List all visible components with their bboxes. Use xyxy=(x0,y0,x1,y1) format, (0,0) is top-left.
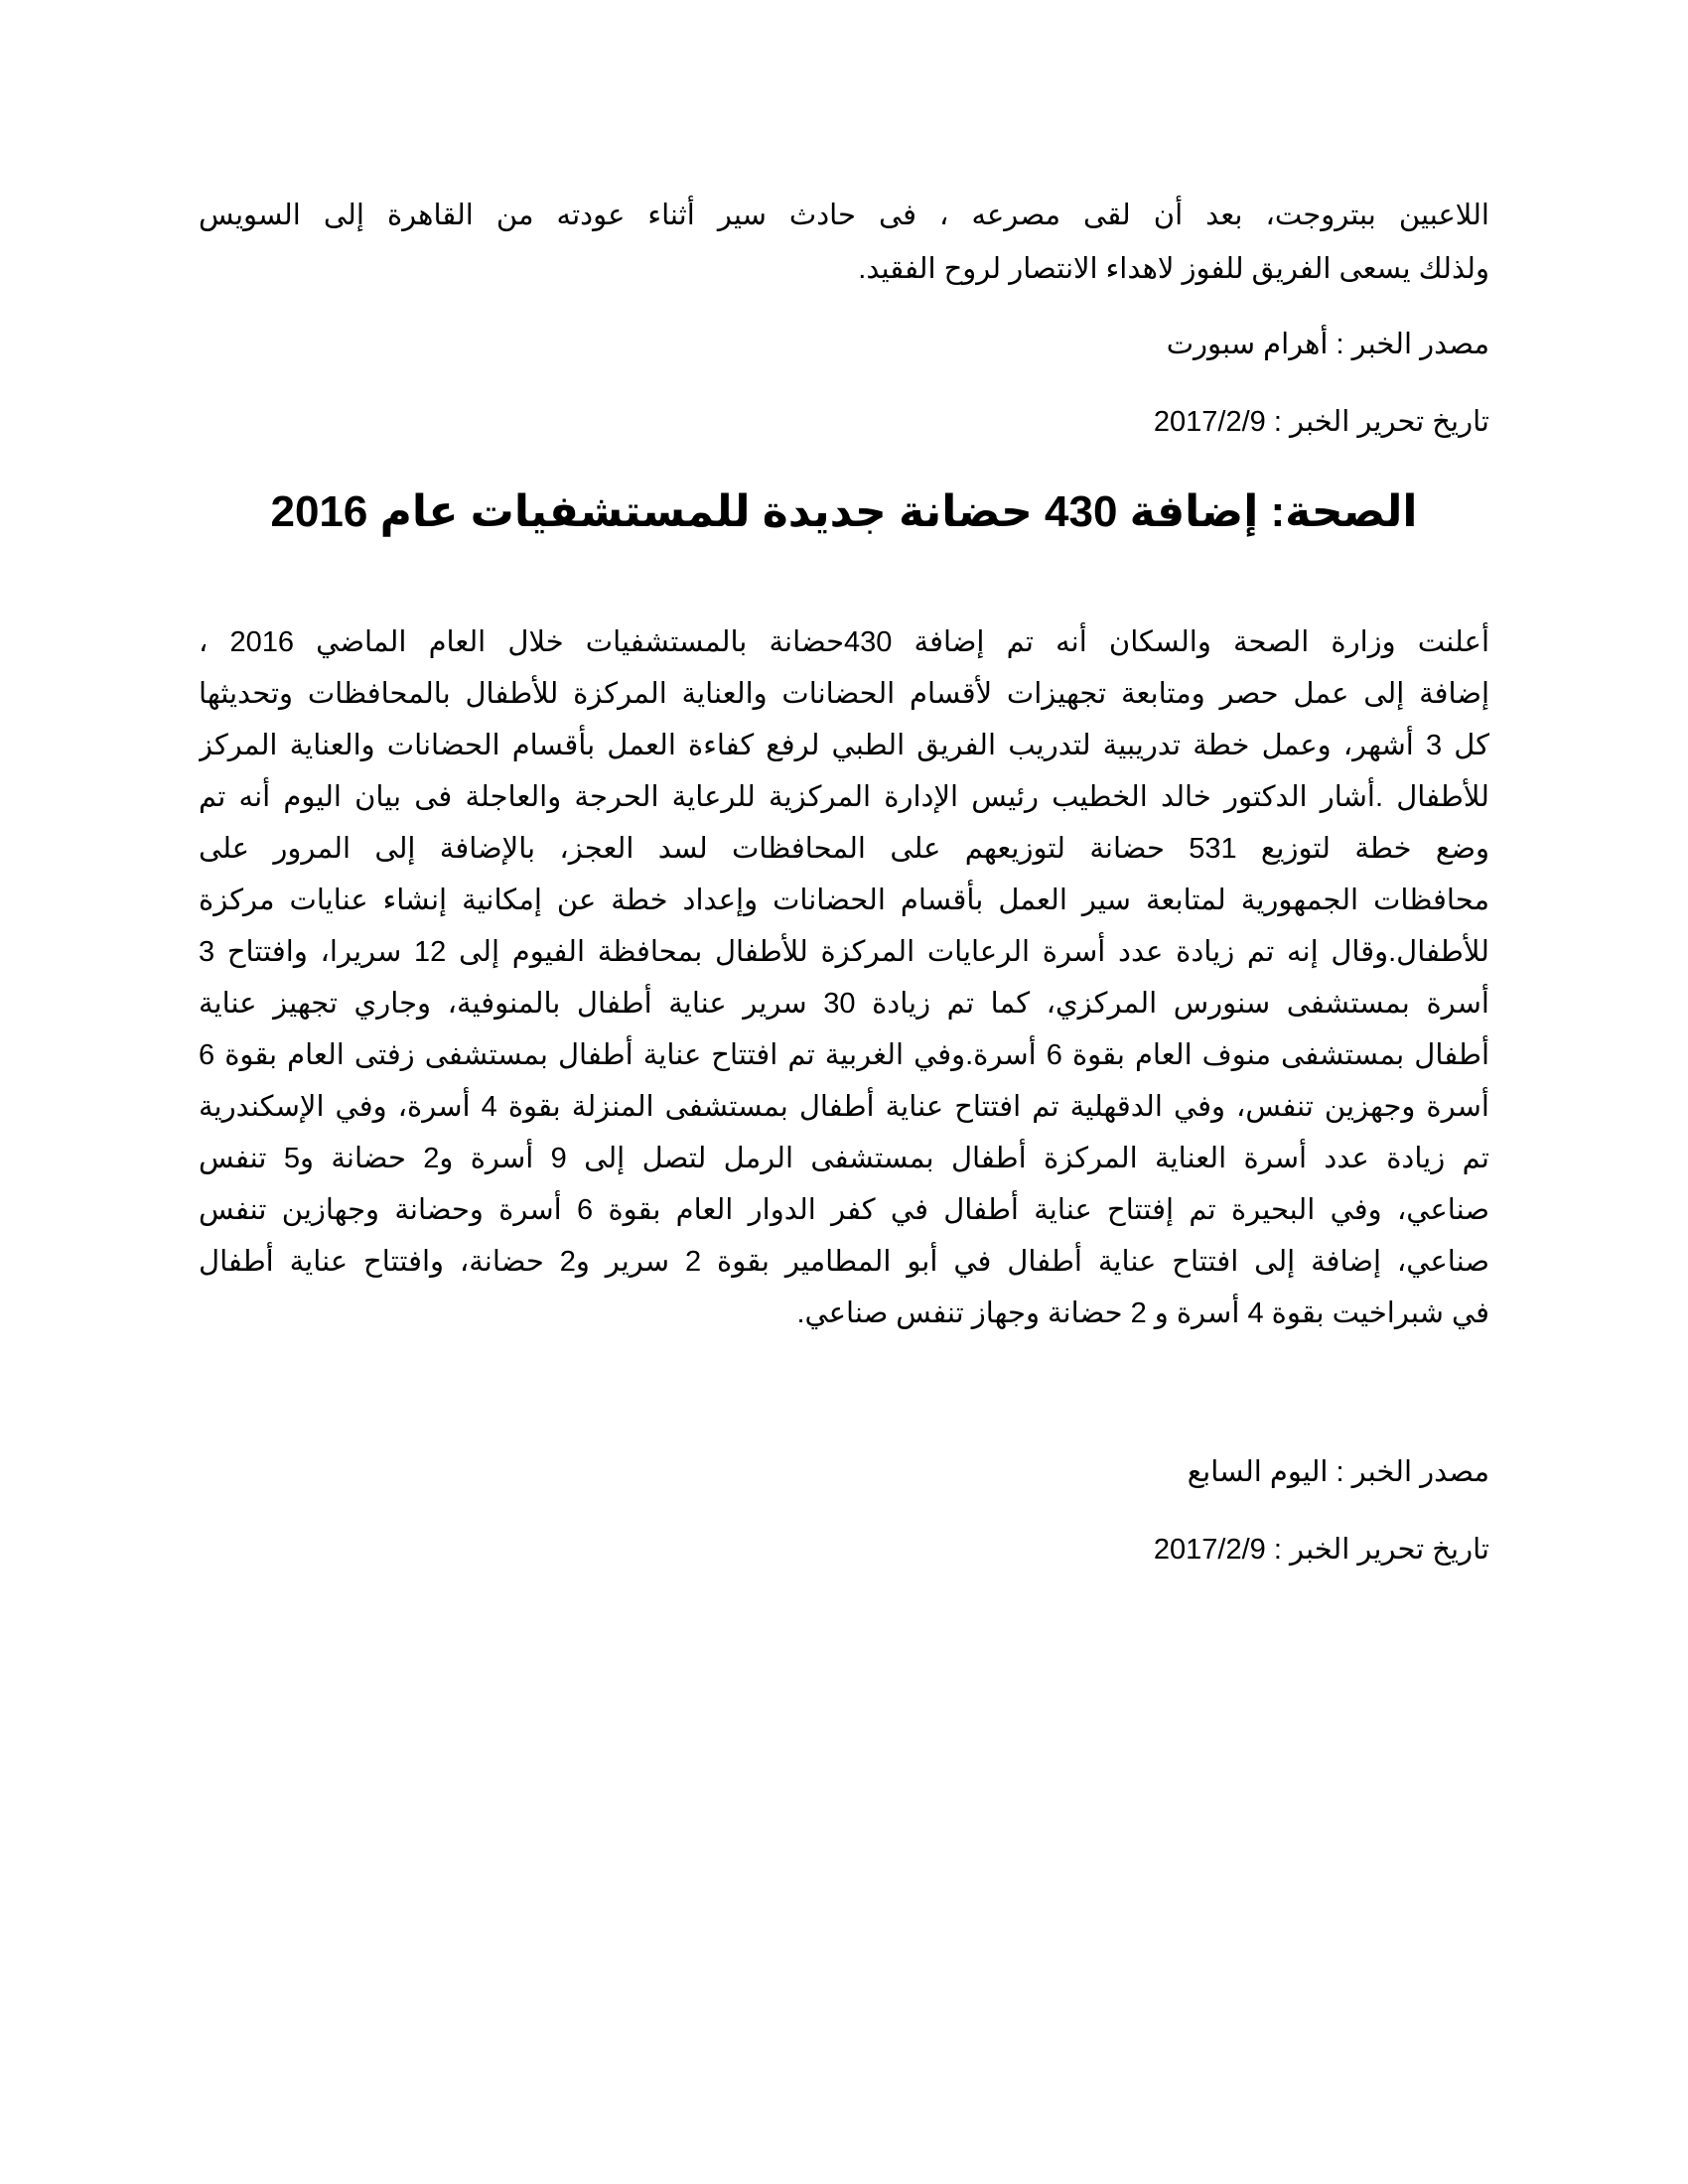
article-paragraph-line: للأطفال.وقال إنه تم زيادة عدد أسرة الرعايات المركزة للأطفال بمحافظة الفيوم إلى 12 سريرا، وافتتاح 3 xyxy=(199,936,1489,968)
article-headline: الصحة: إضافة 430 حضانة جديدة للمستشفيات عام 2016 xyxy=(270,487,1418,536)
article-paragraph-line: تم زيادة عدد أسرة العناية المركزة أطفال بمستشفى الرمل لتصل إلى 9 أسرة و2 حضانة و5 تنفس xyxy=(199,1143,1489,1174)
article-paragraph-line: أسرة وجهزين تنفس، وفي الدقهلية تم افتتاح عناية أطفال بمستشفى المنزلة بقوة 4 أسرة، وفي الإسكندرية xyxy=(199,1091,1489,1123)
article-paragraph-line: للأطفال .أشار الدكتور خالد الخطيب رئيس الإدارة المركزية للرعاية الحرجة والعاجلة فى بيان اليوم أنه تم xyxy=(199,781,1489,813)
article-paragraph-line: صناعي، إضافة إلى افتتاح عناية أطفال في أبو المطامير بقوة 2 سرير و2 حضانة، وافتتاح عناية أطفال xyxy=(199,1246,1489,1278)
article-paragraph-line: أطفال بمستشفى منوف العام بقوة 6 أسرة.وفي الغربية تم افتتاح عناية أطفال بمستشفى زفتى العام بقوة 6 xyxy=(199,1039,1489,1071)
article-paragraph-line: كل 3 أشهر، وعمل خطة تدريبية لتدريب الفريق الطبي لرفع كفاءة العمل بأقسام الحضانات والعناية المركز xyxy=(199,730,1489,761)
article-date: تاريخ تحرير الخبر : 2017/2/9 xyxy=(1153,1534,1489,1566)
article-paragraph-line: وضع خطة لتوزيع 531 حضانة لتوزيعهم على المحافظات لسد العجز، بالإضافة إلى المرور على xyxy=(199,833,1489,865)
intro-paragraph-line-2: ولذلك يسعى الفريق للفوز لاهداء الانتصار لروح الفقيد. xyxy=(858,253,1489,285)
intro-source: مصدر الخبر : أهرام سبورت xyxy=(1166,329,1489,360)
article-paragraph-line: إضافة إلى عمل حصر ومتابعة تجهيزات لأقسام الحضانات والعناية المركزة للأطفال بالمحافظات وتحديثها xyxy=(199,678,1489,710)
article-source: مصدر الخبر : اليوم السابع xyxy=(1187,1456,1489,1488)
article-paragraph-line: في شبراخيت بقوة 4 أسرة و 2 حضانة وجهاز تنفس صناعي. xyxy=(796,1297,1489,1329)
intro-paragraph-line-1: اللاعبين ببتروجت، بعد أن لقى مصرعه ، فى حادث سير أثناء عودته من القاهرة إلى السويس xyxy=(199,200,1489,231)
article-paragraph-line: صناعي، وفي البحيرة تم إفتتاح عناية أطفال في كفر الدوار العام بقوة 6 أسرة وحضانة وجهازين تنفس xyxy=(199,1194,1489,1226)
intro-date: تاريخ تحرير الخبر : 2017/2/9 xyxy=(1153,406,1489,438)
article-paragraph-line: أعلنت وزارة الصحة والسكان أنه تم إضافة 430حضانة بالمستشفيات خلال العام الماضي 2016 ، xyxy=(199,626,1489,658)
article-paragraph-line: محافظات الجمهورية لمتابعة سير العمل بأقسام الحضانات وإعداد خطة عن إمكانية إنشاء عنايات مركزة xyxy=(199,885,1489,916)
article-paragraph-line: أسرة بمستشفى سنورس المركزي، كما تم زيادة 30 سرير عناية أطفال بالمنوفية، وجاري تجهيز عناية xyxy=(199,988,1489,1020)
